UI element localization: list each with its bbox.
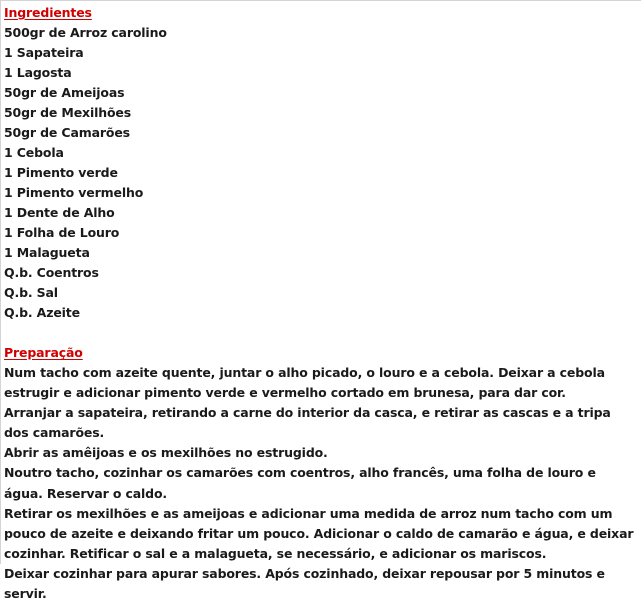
ingredients-list [4,23,636,323]
preparation-step: Abrir as amêijoas e os mexilhões no estrugido. [4,445,328,461]
ingredient-item: 1 Malagueta [4,245,90,260]
ingredient-item: 50gr de Mexilhões [4,105,132,120]
preparation-step: Num tacho com azeite quente, juntar o alho picado, o louro e a cebola. Deixar a cebola estrugir e adicionar pimento verde e vermelho cortado em brunesa, para dar cor. [4,365,605,401]
ingredient-item: 500gr de Arroz carolino [4,25,167,40]
ingredient-item: 1 Pimento vermelho [4,185,144,200]
recipe-content [4,3,636,604]
preparation-steps [4,363,636,604]
preparation-step: Deixar cozinhar para apurar sabores. Após cozinhado, deixar repousar por 5 minutos e servir. [4,565,605,602]
preparation-heading: Preparação [4,345,83,360]
ingredient-item: 1 Sapateira [4,45,84,60]
ingredient-item: Q.b. Azeite [4,305,80,320]
preparation-step: Retirar os mexilhões e as ameijoas e adicionar uma medida de arroz num tacho com um pouco de azeite e deixando fritar um pouco. Adicionar o caldo de camarão e água, e deixar cozinhar. Retificar o sal e a malagueta, se necessário, e adicionar os mariscos. [4,505,634,561]
ingredient-item: 50gr de Ameijoas [4,85,125,100]
ingredient-item: 1 Folha de Louro [4,225,120,240]
ingredient-item: Q.b. Coentros [4,265,99,280]
section-spacer [4,323,636,343]
preparation-step: Arranjar a sapateira, retirando a carne do interior da casca, e retirar as cascas e a tripa dos camarões. [4,405,611,441]
ingredient-item: 1 Dente de Alho [4,205,115,220]
ingredient-item: 1 Cebola [4,145,64,160]
ingredient-item: 1 Lagosta [4,65,72,80]
preparation-step: Noutro tacho, cozinhar os camarões com coentros, alho francês, uma folha de louro e água. Reservar o caldo. [4,465,596,501]
ingredient-item: 1 Pimento verde [4,165,118,180]
ingredients-heading: Ingredientes [4,5,92,20]
ingredient-item: Q.b. Sal [4,285,58,300]
ingredient-item: 50gr de Camarões [4,125,130,140]
